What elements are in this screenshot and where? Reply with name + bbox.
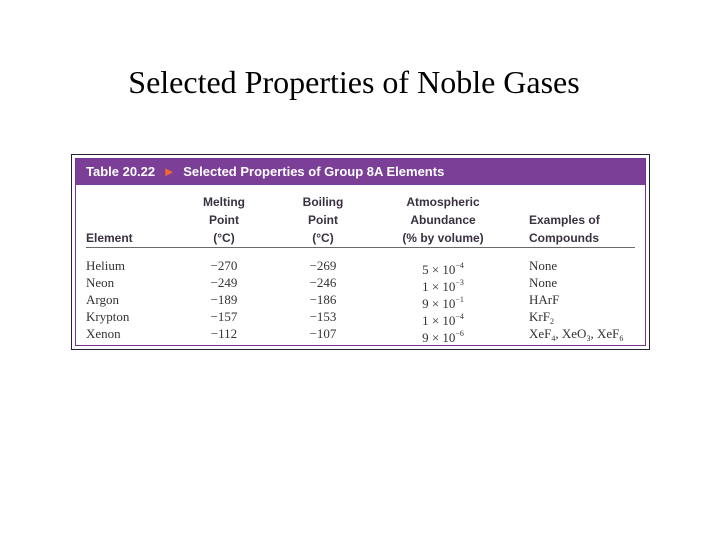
abundance: $1 \times 10^{-3}$ [422, 278, 464, 294]
melting-point: −112 [210, 326, 238, 341]
melting-point: −157 [210, 309, 238, 324]
compound-examples: None [529, 258, 558, 273]
table-row [76, 325, 645, 345]
boiling-point: −107 [309, 326, 337, 341]
compound-examples: KrF$_2$ [529, 309, 554, 326]
melting-point: −249 [210, 275, 238, 290]
table-row [76, 291, 645, 311]
boiling-point: −153 [309, 309, 337, 324]
element-name: Neon [86, 275, 115, 290]
table-caption: Selected Properties of Group 8A Elements [183, 164, 445, 179]
table-row [76, 257, 645, 277]
slide-title: Selected Properties of Noble Gases [128, 64, 580, 100]
compound-examples: None [529, 275, 558, 290]
column-header-boiling-point: Boiling Point (°C) [302, 195, 344, 245]
properties-table [71, 154, 650, 350]
abundance: $9 \times 10^{-1}$ [422, 295, 464, 311]
melting-point: −189 [210, 292, 238, 307]
element-name: Krypton [86, 309, 130, 324]
column-header-examples: Examples of Compounds [529, 213, 600, 245]
element-name: Helium [86, 258, 125, 273]
compound-examples: XeF$_4$, XeO$_3$, XeF$_6$ [529, 326, 624, 343]
element-name: Argon [86, 292, 119, 307]
header-rule [86, 247, 635, 248]
column-header-element: Element [86, 231, 133, 245]
table-caption-bar [76, 159, 645, 185]
abundance: $5 \times 10^{-4}$ [422, 261, 464, 277]
table-row [76, 274, 645, 294]
boiling-point: −186 [309, 292, 337, 307]
boiling-point: −269 [309, 258, 337, 273]
boiling-point: −246 [309, 275, 337, 290]
column-header-melting-point: Melting Point (°C) [203, 195, 245, 245]
arrow-icon: ► [162, 164, 176, 179]
abundance: $1 \times 10^{-4}$ [422, 312, 464, 328]
melting-point: −270 [210, 258, 238, 273]
abundance: $9 \times 10^{-6}$ [422, 329, 464, 345]
table-inner-border [75, 158, 646, 346]
compound-examples: HArF [529, 292, 560, 307]
column-header-abundance: Atmospheric Abundance (% by volume) [402, 195, 484, 245]
table-row [76, 308, 645, 328]
element-name: Xenon [86, 326, 121, 341]
table-label: Table 20.22 [86, 164, 156, 179]
